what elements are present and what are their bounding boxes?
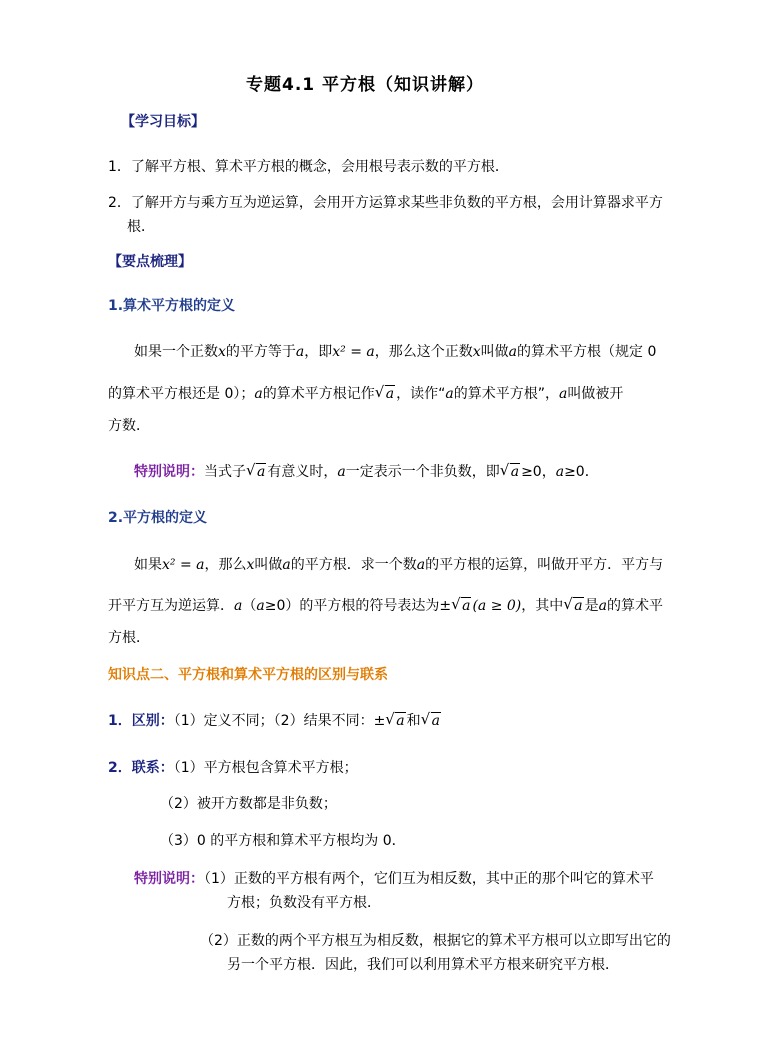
goal-2-line1: 2．了解开方与乘方互为逆运算，会用开方运算求某些非负数的平方根，会用计算器求平方 <box>108 195 663 211</box>
difference-line: 1．区别：（1）定义不同；（2）结果不同：±√ a 和√ a <box>108 711 442 731</box>
connection-line1: 2．联系：（1）平方根包含算术平方根； <box>108 760 358 776</box>
goal-2-line2: 根． <box>127 219 155 235</box>
heading-arithmetic-sqrt: 1.算术平方根的定义 <box>108 298 236 314</box>
note-2-line1: 特别说明：（1）正数的平方根有两个，它们互为相反数，其中正的那个叫它的算术平 <box>134 871 654 887</box>
para1-line3: 方数． <box>108 418 150 434</box>
section-key-points: 【要点梳理】 <box>108 254 192 270</box>
page-title: 专题4.1 平方根（知识讲解） <box>246 75 485 95</box>
para1-line2: 的算术平方根还是 0）；a的算术平方根记作√ a ，读作“a的算术平方根”，a叫做被开 <box>108 384 623 404</box>
section-learning-goals: 【学习目标】 <box>121 114 205 130</box>
para2-line1: 如果x² = a，那么x叫做a的平方根．求一个数a的平方根的运算，叫做开平方．平方与 <box>134 557 664 573</box>
note-2-line3: （2）正数的两个平方根互为相反数，根据它的算术平方根可以立即写出它的 <box>200 933 671 949</box>
note-1: 特别说明：当式子√ a 有意义时，a一定表示一个非负数，即√ a ≥0，a≥0． <box>134 462 599 482</box>
heading-knowledge-point-2: 知识点二、平方根和算术平方根的区别与联系 <box>108 667 388 683</box>
note-2-line4: 另一个平方根．因此，我们可以利用算术平方根来研究平方根． <box>227 957 619 973</box>
para1-line1: 如果一个正数x的平方等于a，即x² = a，那么这个正数x叫做a的算术平方根（规定 0 <box>134 344 657 360</box>
note-2-line2: 方根；负数没有平方根． <box>227 895 381 911</box>
heading-sqrt: 2.平方根的定义 <box>108 510 208 526</box>
goal-1: 1．了解平方根、算术平方根的概念，会用根号表示数的平方根． <box>108 159 509 175</box>
connection-line2: （2）被开方数都是非负数； <box>160 796 337 812</box>
para2-line3: 方根． <box>108 630 150 646</box>
connection-line3: （3）0 的平方根和算术平方根均为 0． <box>160 833 406 849</box>
para2-line2: 开平方互为逆运算．a（a≥0）的平方根的符号表达为±√ a (a ≥ 0)，其中√ a 是a的算术平 <box>108 596 663 616</box>
